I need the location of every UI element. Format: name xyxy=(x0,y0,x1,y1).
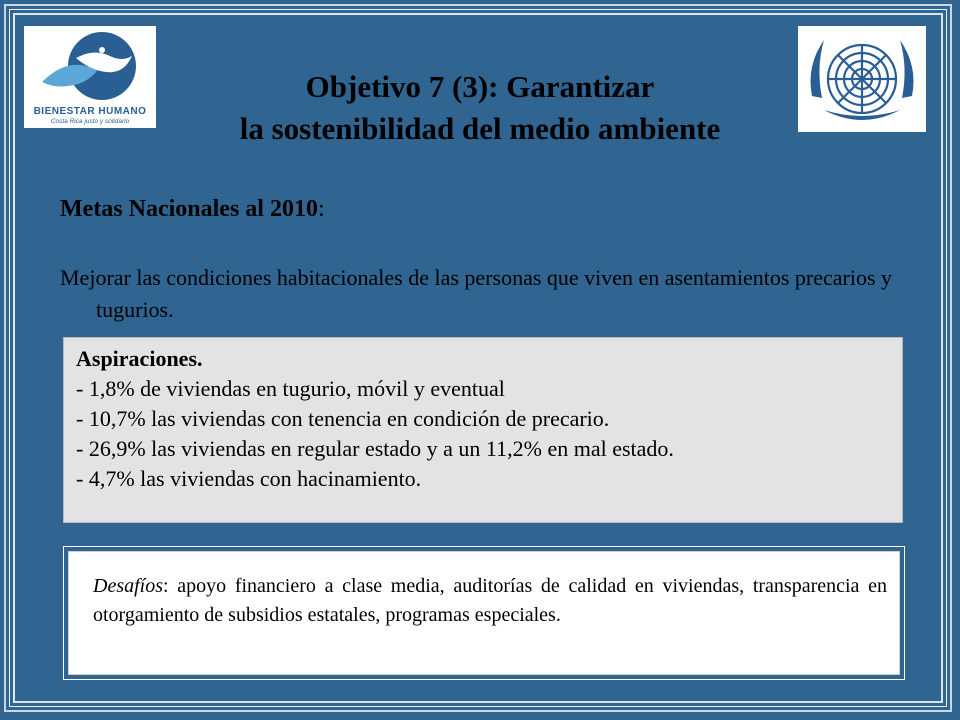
logo-tagline: Costa Rica justo y solidario xyxy=(50,118,130,125)
hands-circle-icon xyxy=(24,26,156,106)
aspiracion-item: - 1,8% de viviendas en tugurio, móvil y eventual xyxy=(76,376,505,401)
desafios-box xyxy=(63,546,905,680)
desafios-content xyxy=(68,551,900,675)
title-line-1: Objetivo 7 (3): Garantizar xyxy=(305,69,655,104)
metas-heading xyxy=(60,196,325,223)
title-line-2: la sostenibilidad del medio ambiente xyxy=(239,111,721,146)
aspiraciones-box xyxy=(63,337,903,523)
aspiracion-item: - 26,9% las viviendas en regular estado y a un 11,2% en mal estado. xyxy=(76,436,674,461)
desafios-label: Desafíos xyxy=(93,575,163,597)
un-emblem-icon xyxy=(798,26,926,132)
desafios-text: apoyo financiero a clase media, auditorías de calidad en viviendas, transparencia en otorgamiento de subsidios estatales, programas especiales. xyxy=(93,575,887,626)
aspiracion-item: - 10,7% las viviendas con tenencia en condición de precario. xyxy=(76,406,610,431)
un-logo xyxy=(798,26,926,132)
metas-statement: Mejorar las condiciones habitacionales de las personas que viven en asentamientos precarios y tugurios. xyxy=(60,265,893,322)
logo-name: BIENESTAR HUMANO xyxy=(33,106,147,117)
metas-colon: : xyxy=(317,196,325,222)
bienestar-humano-logo xyxy=(24,26,156,128)
desafios-colon: : xyxy=(163,575,169,597)
metas-heading-text: Metas Nacionales al 2010 xyxy=(60,196,318,222)
aspiraciones-title: Aspiraciones. xyxy=(76,346,203,371)
aspiracion-item: - 4,7% las viviendas con hacinamiento. xyxy=(76,466,422,491)
page-title xyxy=(170,66,790,150)
